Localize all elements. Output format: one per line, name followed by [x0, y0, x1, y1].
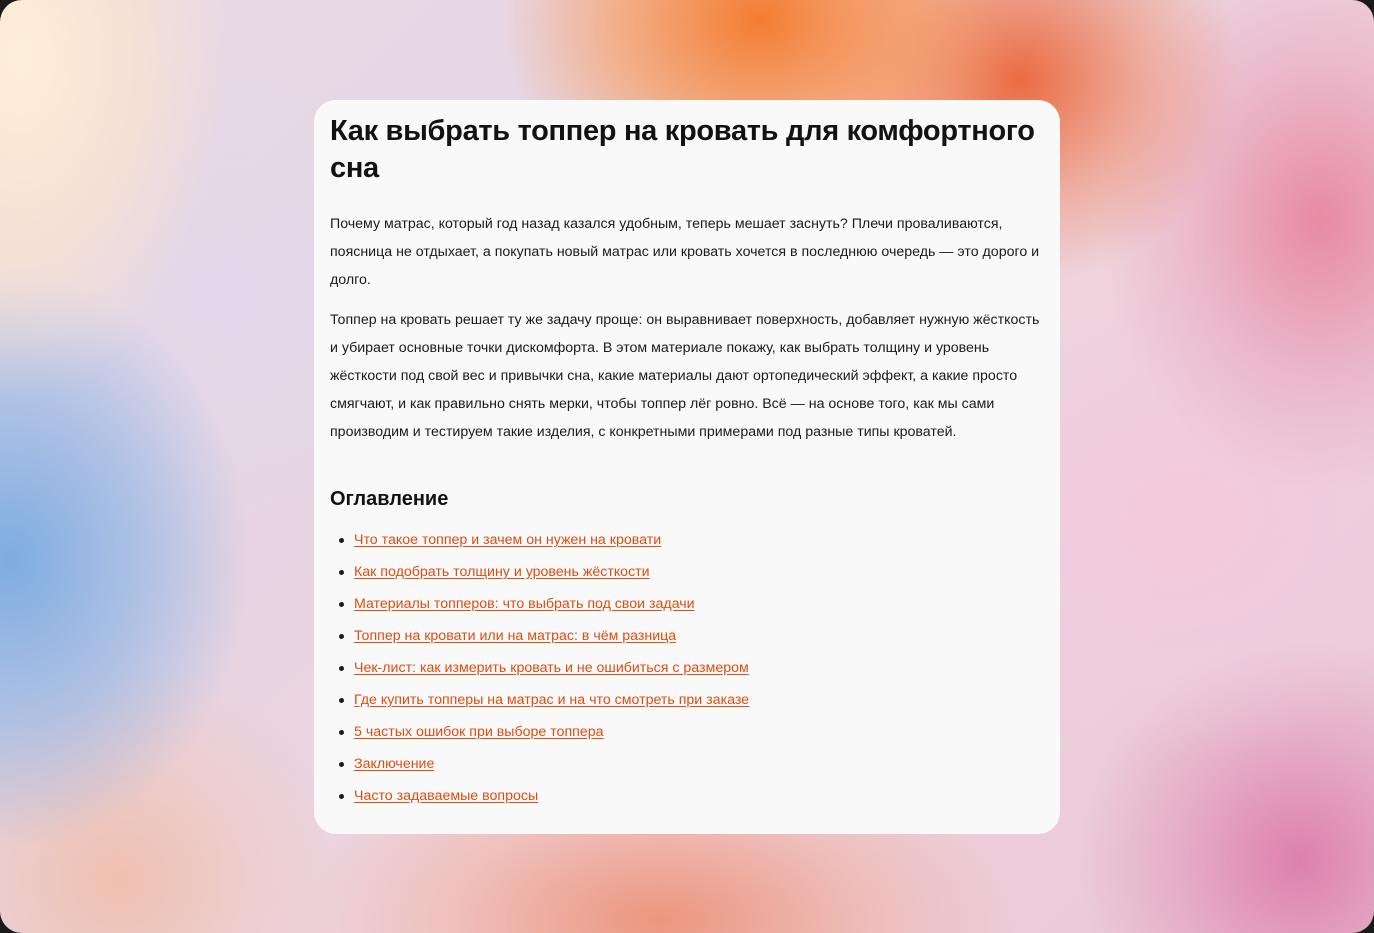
article-title: Как выбрать топпер на кровать для комфортного сна	[330, 115, 1035, 184]
toc-link-mistakes[interactable]: 5 частых ошибок при выборе топпера	[354, 724, 604, 740]
toc-link-what-is-topper[interactable]: Что такое топпер и зачем он нужен на кровати	[354, 532, 662, 548]
toc-link-where-to-buy[interactable]: Где купить топперы на матрас и на что смотреть при заказе	[354, 692, 750, 708]
toc-item	[330, 750, 1044, 782]
toc-item	[330, 558, 1044, 590]
toc-item	[330, 782, 1044, 814]
bullet-icon	[339, 634, 344, 639]
intro-paragraph-1: Почему матрас, который год назад казался удобным, теперь мешает заснуть? Плечи проваливаются, поясница не отдыхает, а покупать новый матрас или кровать хочется в последнюю очередь — это дорого и долго.	[330, 216, 1040, 288]
toc-link-bed-vs-mattress[interactable]: Топпер на кровати или на матрас: в чём разница	[354, 628, 677, 644]
toc-heading: Оглавление	[330, 488, 449, 510]
toc-item	[330, 718, 1044, 750]
intro-paragraph-2: Топпер на кровать решает ту же задачу проще: он выравнивает поверхность, добавляет нужную жёсткость и убирает основные точки дискомфорта. В этом материале покажу, как выбрать толщину и уровень жёсткости под свой вес и привычки сна, какие материалы дают ортопедический эффект, а какие просто смягчают, и как правильно снять мерки, чтобы топпер лёг ровно. Всё — на основе того, как мы сами производим и тестируем такие изделия, с конкретными примерами под разные типы кроватей.	[330, 312, 1040, 440]
bullet-icon	[339, 570, 344, 575]
bullet-icon	[339, 730, 344, 735]
toc-item	[330, 622, 1044, 654]
bullet-icon	[339, 762, 344, 767]
bullet-icon	[339, 698, 344, 703]
toc-link-faq[interactable]: Часто задаваемые вопросы	[354, 788, 539, 804]
toc-link-checklist[interactable]: Чек-лист: как измерить кровать и не ошибиться с размером	[354, 660, 749, 676]
bullet-icon	[339, 794, 344, 799]
toc-item	[330, 654, 1044, 686]
toc-item	[330, 590, 1044, 622]
article-card	[314, 100, 1060, 834]
toc-link-conclusion[interactable]: Заключение	[354, 756, 435, 772]
bullet-icon	[339, 538, 344, 543]
toc-link-thickness-firmness[interactable]: Как подобрать толщину и уровень жёсткости	[354, 564, 650, 580]
table-of-contents	[330, 526, 1044, 814]
toc-item	[330, 686, 1044, 718]
bullet-icon	[339, 602, 344, 607]
bullet-icon	[339, 666, 344, 671]
toc-item	[330, 526, 1044, 558]
toc-link-materials[interactable]: Материалы топперов: что выбрать под свои задачи	[354, 596, 695, 612]
